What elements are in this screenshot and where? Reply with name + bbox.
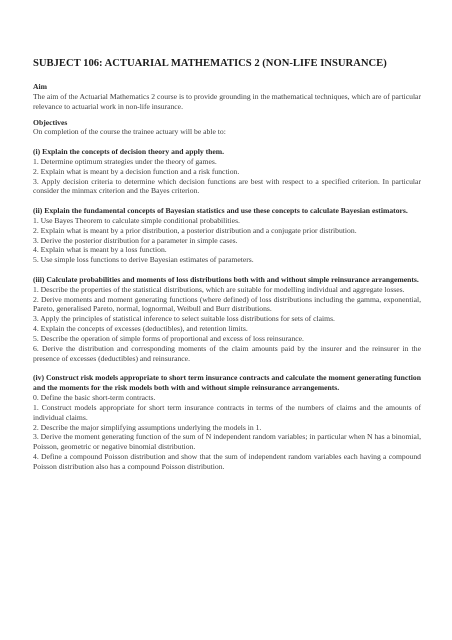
list-item: 2. Describe the major simplifying assumptions underlying the models in 1. — [33, 422, 262, 432]
section-heading: (ii) Explain the fundamental concepts of Bayesian statistics and use these concepts to calculate Bayesian estimators. — [33, 206, 408, 216]
section-heading: (i) Explain the concepts of decision theory and apply them. — [33, 147, 225, 157]
list-item: 0. Define the basic short-term contracts. — [33, 392, 156, 402]
list-item: 5. Use simple loss functions to derive Bayesian estimates of parameters. — [33, 255, 254, 265]
section-iii — [33, 275, 421, 364]
list-item: 4. Define a compound Poisson distribution and show that the sum of independent random variables each having a compound Poisson distribution also has a compound Poisson distribution. — [33, 452, 421, 471]
section-i — [33, 147, 421, 196]
list-item: 4. Explain what is meant by a loss function. — [33, 245, 167, 255]
list-item: 4. Explain the concepts of excesses (deductibles), and retention limits. — [33, 324, 248, 334]
list-item: 6. Derive the distribution and corresponding moments of the claim amounts paid by the insurer and the reinsurer in the presence of excesses (deductibles) and reinsurance. — [33, 343, 421, 363]
aim-heading: Aim — [33, 82, 48, 91]
objectives-intro: On completion of the course the trainee actuary will be able to: — [33, 127, 226, 137]
section-ii — [33, 206, 421, 265]
list-item: 1. Determine optimum strategies under the theory of games. — [33, 156, 217, 166]
list-item: 5. Describe the operation of simple forms of proportional and excess of loss reinsurance. — [33, 333, 304, 343]
objectives-heading: Objectives — [33, 117, 68, 127]
section-iv — [33, 373, 421, 471]
list-item: 3. Apply the principles of statistical inference to select suitable loss distributions for sets of claims. — [33, 314, 335, 324]
section-heading: (iv) Construct risk models appropriate to short term insurance contracts and calculate the moment generating function and the moments for the risk models both with and without simple reinsurance arrangements. — [33, 373, 422, 393]
document-body — [33, 82, 421, 472]
section-heading: (iii) Calculate probabilities and moments of loss distributions both with and without simple reinsurance arrangements. — [33, 274, 419, 284]
list-item: 1. Construct models appropriate for short term insurance contracts in terms of the numbers of claims and the amounts of individual claims. — [33, 402, 421, 422]
list-item: 3. Apply decision criteria to determine which decision functions are best with respect to a specified criterion. In particular consider the minmax criterion and the Bayes criterion. — [33, 176, 421, 196]
list-item: 3. Derive the moment generating function of the sum of N independent random variables; in particular when N has a binomial, Poisson, geometric or negative binomial distribution. — [33, 432, 421, 452]
list-item: 3. Derive the posterior distribution for a parameter in simple cases. — [33, 235, 238, 245]
aim-text: The aim of the Actuarial Mathematics 2 course is to provide grounding in the mathematical techniques, which are of particular relevance to actuarial work in non-life insurance. — [33, 91, 421, 111]
list-item: 1. Use Bayes Theorem to calculate simple conditional probabilities. — [33, 215, 240, 225]
list-item: 2. Explain what is meant by a decision function and a risk function. — [33, 166, 240, 176]
list-item: 2. Explain what is meant by a prior distribution, a posterior distribution and a conjugate prior distribution. — [33, 225, 357, 235]
list-item: 2. Derive moments and moment generating functions (where defined) of loss distributions including the gamma, exponential, Pareto, generalised Pareto, normal, lognormal, Weibull and Burr distributions. — [33, 294, 421, 314]
list-item: 1. Describe the properties of the statistical distributions, which are suitable for modelling individual and aggregate losses. — [33, 284, 405, 294]
page-title: SUBJECT 106: ACTUARIAL MATHEMATICS 2 (NON-LIFE INSURANCE) — [33, 58, 387, 69]
